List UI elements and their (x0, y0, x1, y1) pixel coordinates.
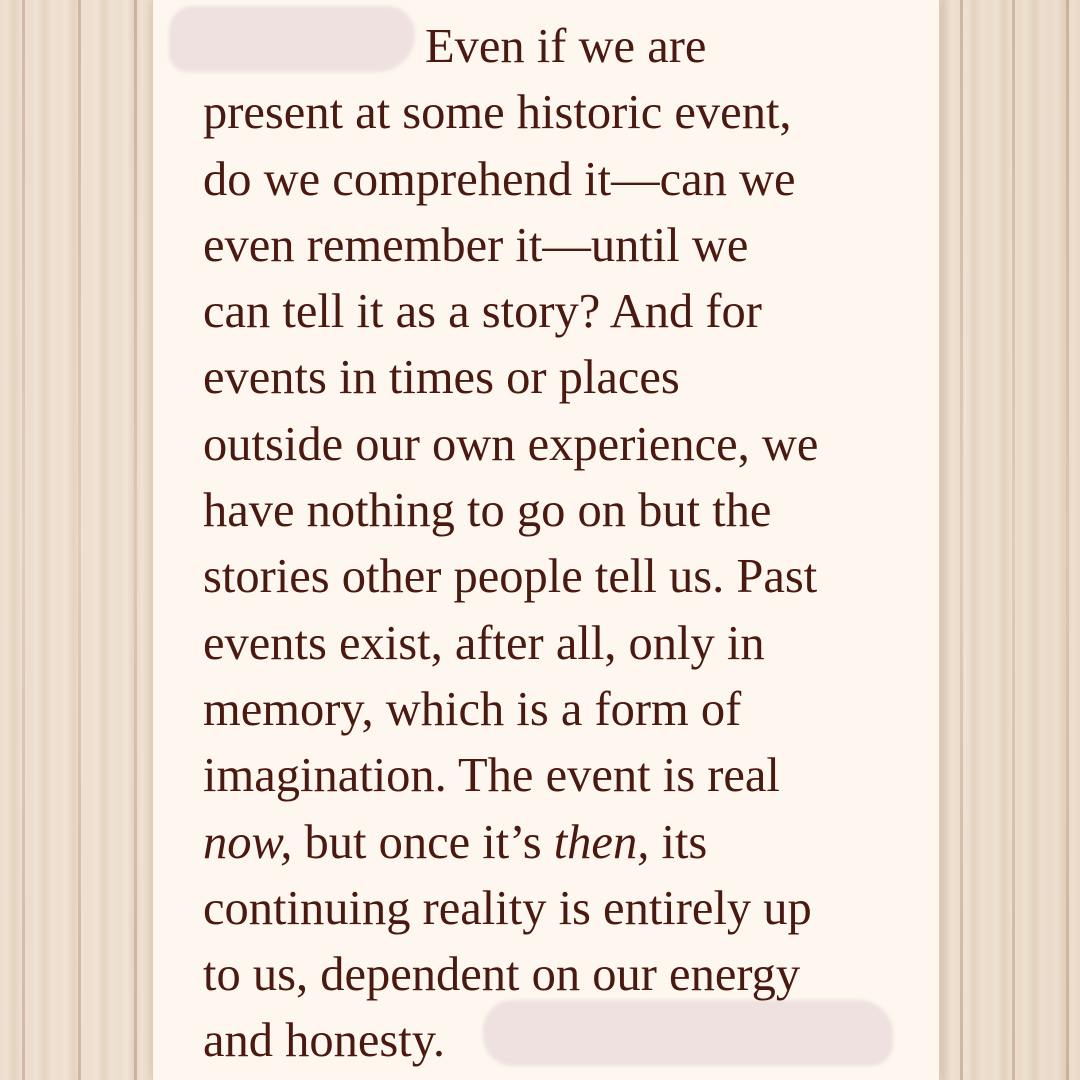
passage-line: continuing reality is entirely up (203, 881, 812, 935)
passage-line: imagination. The event is real (203, 749, 780, 803)
passage-line: outside our own experience, we (203, 417, 819, 471)
book-page (152, 0, 940, 1080)
wood-plank-seam (78, 0, 81, 1080)
passage-line: stories other people tell us. Past (203, 550, 818, 604)
passage-line: even remember it—until we (203, 218, 749, 272)
passage-line: and honesty. (203, 1014, 446, 1068)
passage-line: do we comprehend it—can we (203, 152, 796, 206)
passage-line: events exist, after all, only in (203, 616, 765, 670)
wood-plank-seam (22, 0, 25, 1080)
passage-line-italic (203, 810, 923, 876)
wood-plank-seam (1066, 0, 1069, 1080)
wood-plank-seam (134, 0, 137, 1080)
passage-line: memory, which is a form of (203, 682, 742, 736)
wood-plank-seam (960, 0, 963, 1080)
passage-line: have nothing to go on but the (203, 484, 772, 538)
passage-fragment: but once it’s (292, 815, 554, 869)
passage-line: to us, dependent on our energy (203, 948, 801, 1002)
italic-word-then: then, (553, 815, 650, 869)
passage-line: present at some historic event, (203, 86, 792, 140)
passage-line: Even if we are (425, 20, 707, 73)
passage-line: can tell it as a story? And for (203, 285, 762, 339)
passage-line: events in times or places (203, 351, 680, 405)
passage-text (203, 14, 923, 1075)
wood-plank-seam (1012, 0, 1015, 1080)
italic-word-now: now, (203, 815, 293, 869)
passage-fragment: its (649, 815, 708, 869)
